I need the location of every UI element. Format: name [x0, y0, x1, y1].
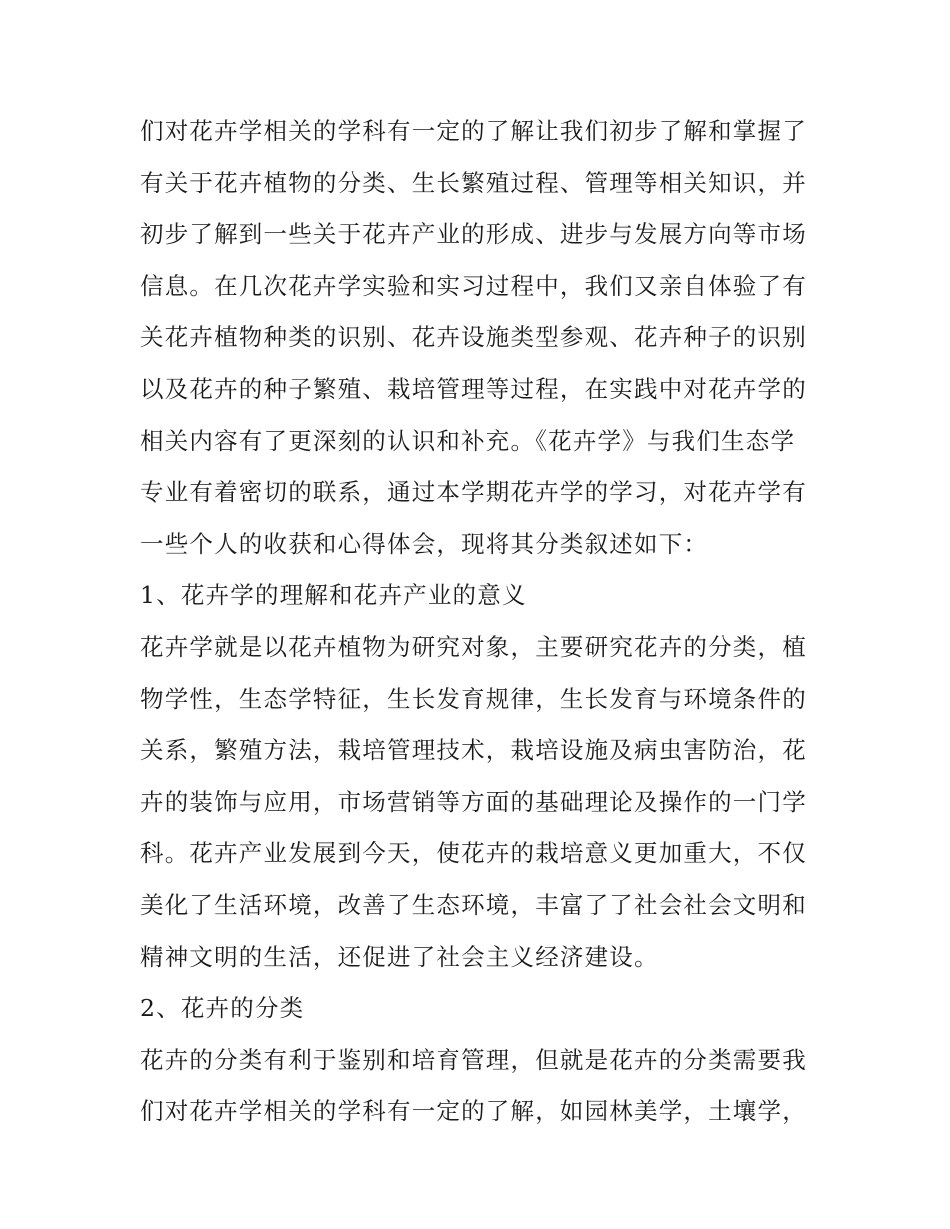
text-line: 卉的装饰与应用，市场营销等方面的基础理论及操作的一门学 [140, 787, 807, 816]
document-body [140, 106, 820, 1138]
text-line: 花卉学就是以花卉植物为研究对象，主要研究花卉的分类，植 [140, 632, 807, 661]
text-line: 关系，繁殖方法，栽培管理技术，栽培设施及病虫害防治，花 [140, 736, 807, 765]
text-line: 科。花卉产业发展到今天，使花卉的栽培意义更加重大，不仅 [140, 839, 807, 868]
text-line: 花卉的分类有利于鉴别和培育管理，但就是花卉的分类需要我 [140, 1045, 807, 1074]
section-heading-2: 2、花卉的分类 [140, 994, 305, 1023]
text-line: 以及花卉的种子繁殖、栽培管理等过程，在实践中对花卉学的 [140, 374, 807, 403]
text-line: 信息。在几次花卉学实验和实习过程中，我们又亲自体验了有 [140, 271, 807, 300]
text-line: 相关内容有了更深刻的认识和补充。《花卉学》与我们生态学 [140, 426, 796, 455]
text-line: 专业有着密切的联系，通过本学期花卉学的学习，对花卉学有 [140, 478, 807, 507]
text-line: 有关于花卉植物的分类、生长繁殖过程、管理等相关知识，并 [140, 168, 807, 197]
text-line: 初步了解到一些关于花卉产业的形成、进步与发展方向等市场 [140, 220, 807, 249]
text-line: 物学性，生态学特征，生长发育规律，生长发育与环境条件的 [140, 684, 807, 713]
text-line: 关花卉植物种类的识别、花卉设施类型参观、花卉种子的识别 [140, 323, 807, 352]
text-line: 们对花卉学相关的学科有一定的了解让我们初步了解和掌握了 [140, 117, 807, 145]
text-line: 们对花卉学相关的学科有一定的了解，如园林美学，土壤学， [140, 1097, 807, 1126]
text-line: 精神文明的生活，还促进了社会主义经济建设。 [140, 942, 659, 971]
text-line: 一些个人的收获和心得体会，现将其分类叙述如下： [140, 529, 709, 558]
section-heading-1: 1、花卉学的理解和花卉产业的意义 [140, 581, 527, 610]
text-line: 美化了生活环境，改善了生态环境，丰富了了社会社会文明和 [140, 890, 807, 919]
